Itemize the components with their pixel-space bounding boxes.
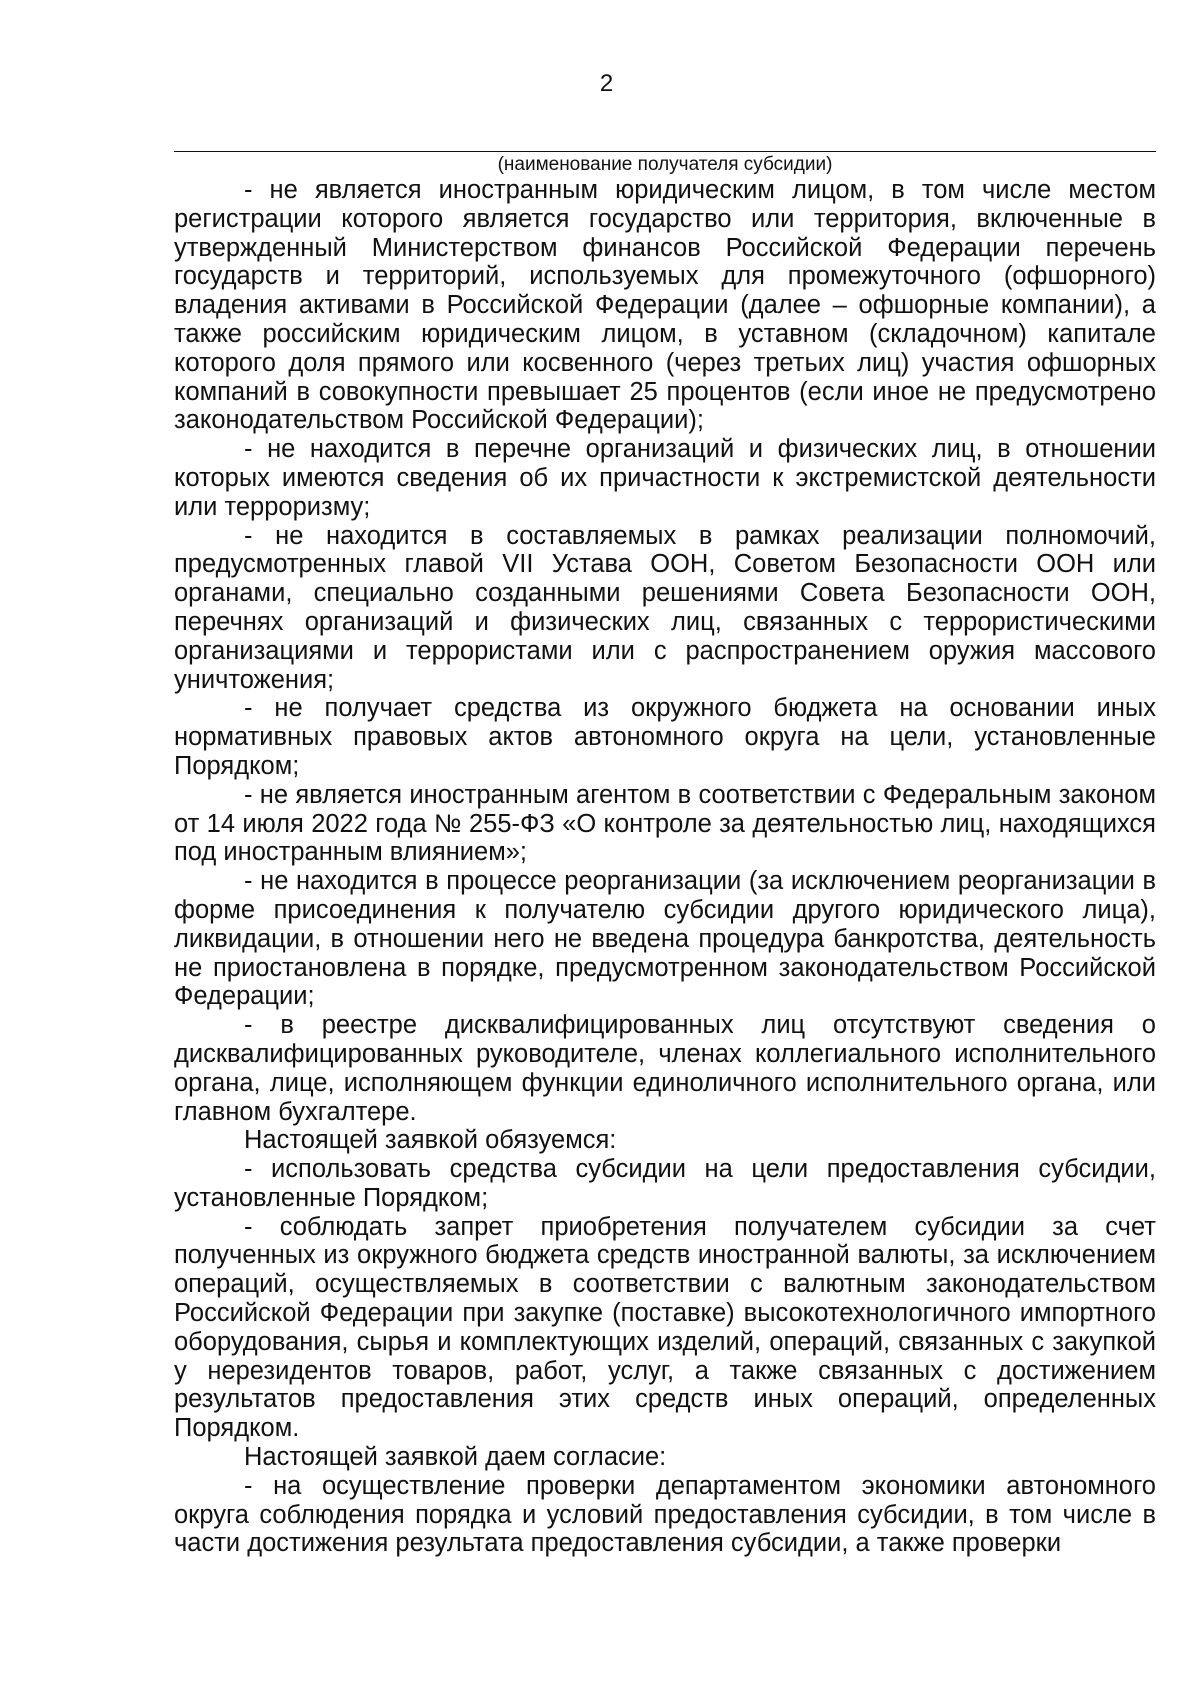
paragraph-currency-ban: - соблюдать запрет приобретения получателем субсидии за счет полученных из окружного бюджета средств иностранной валюты, за исключением операций, осуществляемых в соответствии с валютным законодательством Российской Федерации при закупке (поставке) высокотехнологичного импортного оборудования, сырья и комплектующих изделий, операций, связанных с закупкой у нерезидентов товаров, работ, услуг, а также связанных с достижением результатов предоставления этих средств иных операций, определенных Порядком.: [174, 1212, 1156, 1443]
document-body: [174, 176, 1156, 1558]
paragraph-no-other-budget-funds: - не получает средства из окружного бюджета на основании иных нормативных правовых актов автономного округа на цели, установленные Порядком;: [174, 694, 1156, 780]
paragraph-not-reorganizing: - не находится в процессе реорганизации (за исключением реорганизации в форме присоединения к получателю субсидии другого юридического лица), ликвидации, в отношении него не введена процедура банкротства, деятельность не приостановлена в порядке, предусмотренном законодательством Российской Федерации;: [174, 867, 1156, 1011]
page-number: 2: [599, 70, 614, 97]
paragraph-not-foreign-agent: - не является иностранным агентом в соответствии с Федеральным законом от 14 июля 2022 года № 255-ФЗ «О контроле за деятельностью лиц, находящихся под иностранным влиянием»;: [174, 780, 1156, 867]
recipient-name-caption: (наименование получателя субсидии): [497, 154, 833, 175]
paragraph-consent-heading: Настоящей заявкой даем согласие:: [244, 1443, 667, 1472]
recipient-name-line: [174, 151, 1156, 152]
paragraph-not-in-un-lists: - не находится в составляемых в рамках реализации полномочий, предусмотренных главой VII Устава ООН, Советом Безопасности ООН или органами, специально созданными решениями Совета Безопасности ООН, перечнях организаций и физических лиц, связанных с террористическими организациями и террористами или с распространением оружия массового уничтожения;: [174, 521, 1156, 694]
paragraph-no-disqualified-persons: - в реестре дисквалифицированных лиц отсутствуют сведения о дисквалифицированных руководителе, членах коллегиального исполнительного органа, лице, исполняющем функции единоличного исполнительного органа, или главном бухгалтере.: [174, 1011, 1156, 1126]
paragraph-not-foreign-entity: - не является иностранным юридическим лицом, в том числе местом регистрации которого является государство или территория, включенные в утвержденный Министерством финансов Российской Федерации перечень государств и территорий, используемых для промежуточного (офшорного) владения активами в Российской Федерации (далее – офшорные компании), а также российским юридическим лицом, в уставном (складочном) капитале которого доля прямого или косвенного (через третьих лиц) участия офшорных компаний в совокупности превышает 25 процентов (если иное не предусмотрено законодательством Российской Федерации);: [174, 176, 1156, 435]
paragraph-use-funds-for-purpose: - использовать средства субсидии на цели предоставления субсидии, установленные Порядком;: [174, 1155, 1156, 1212]
paragraph-not-in-extremist-list: - не находится в перечне организаций и физических лиц, в отношении которых имеются сведения об их причастности к экстремистской деятельности или терроризму;: [174, 435, 1156, 521]
paragraph-consent-inspection: - на осуществление проверки департаментом экономики автономного округа соблюдения порядка и условий предоставления субсидии, в том числе в части достижения результата предоставления субсидии, а также проверки: [174, 1471, 1156, 1558]
paragraph-obligations-heading: Настоящей заявкой обязуемся:: [244, 1126, 617, 1155]
